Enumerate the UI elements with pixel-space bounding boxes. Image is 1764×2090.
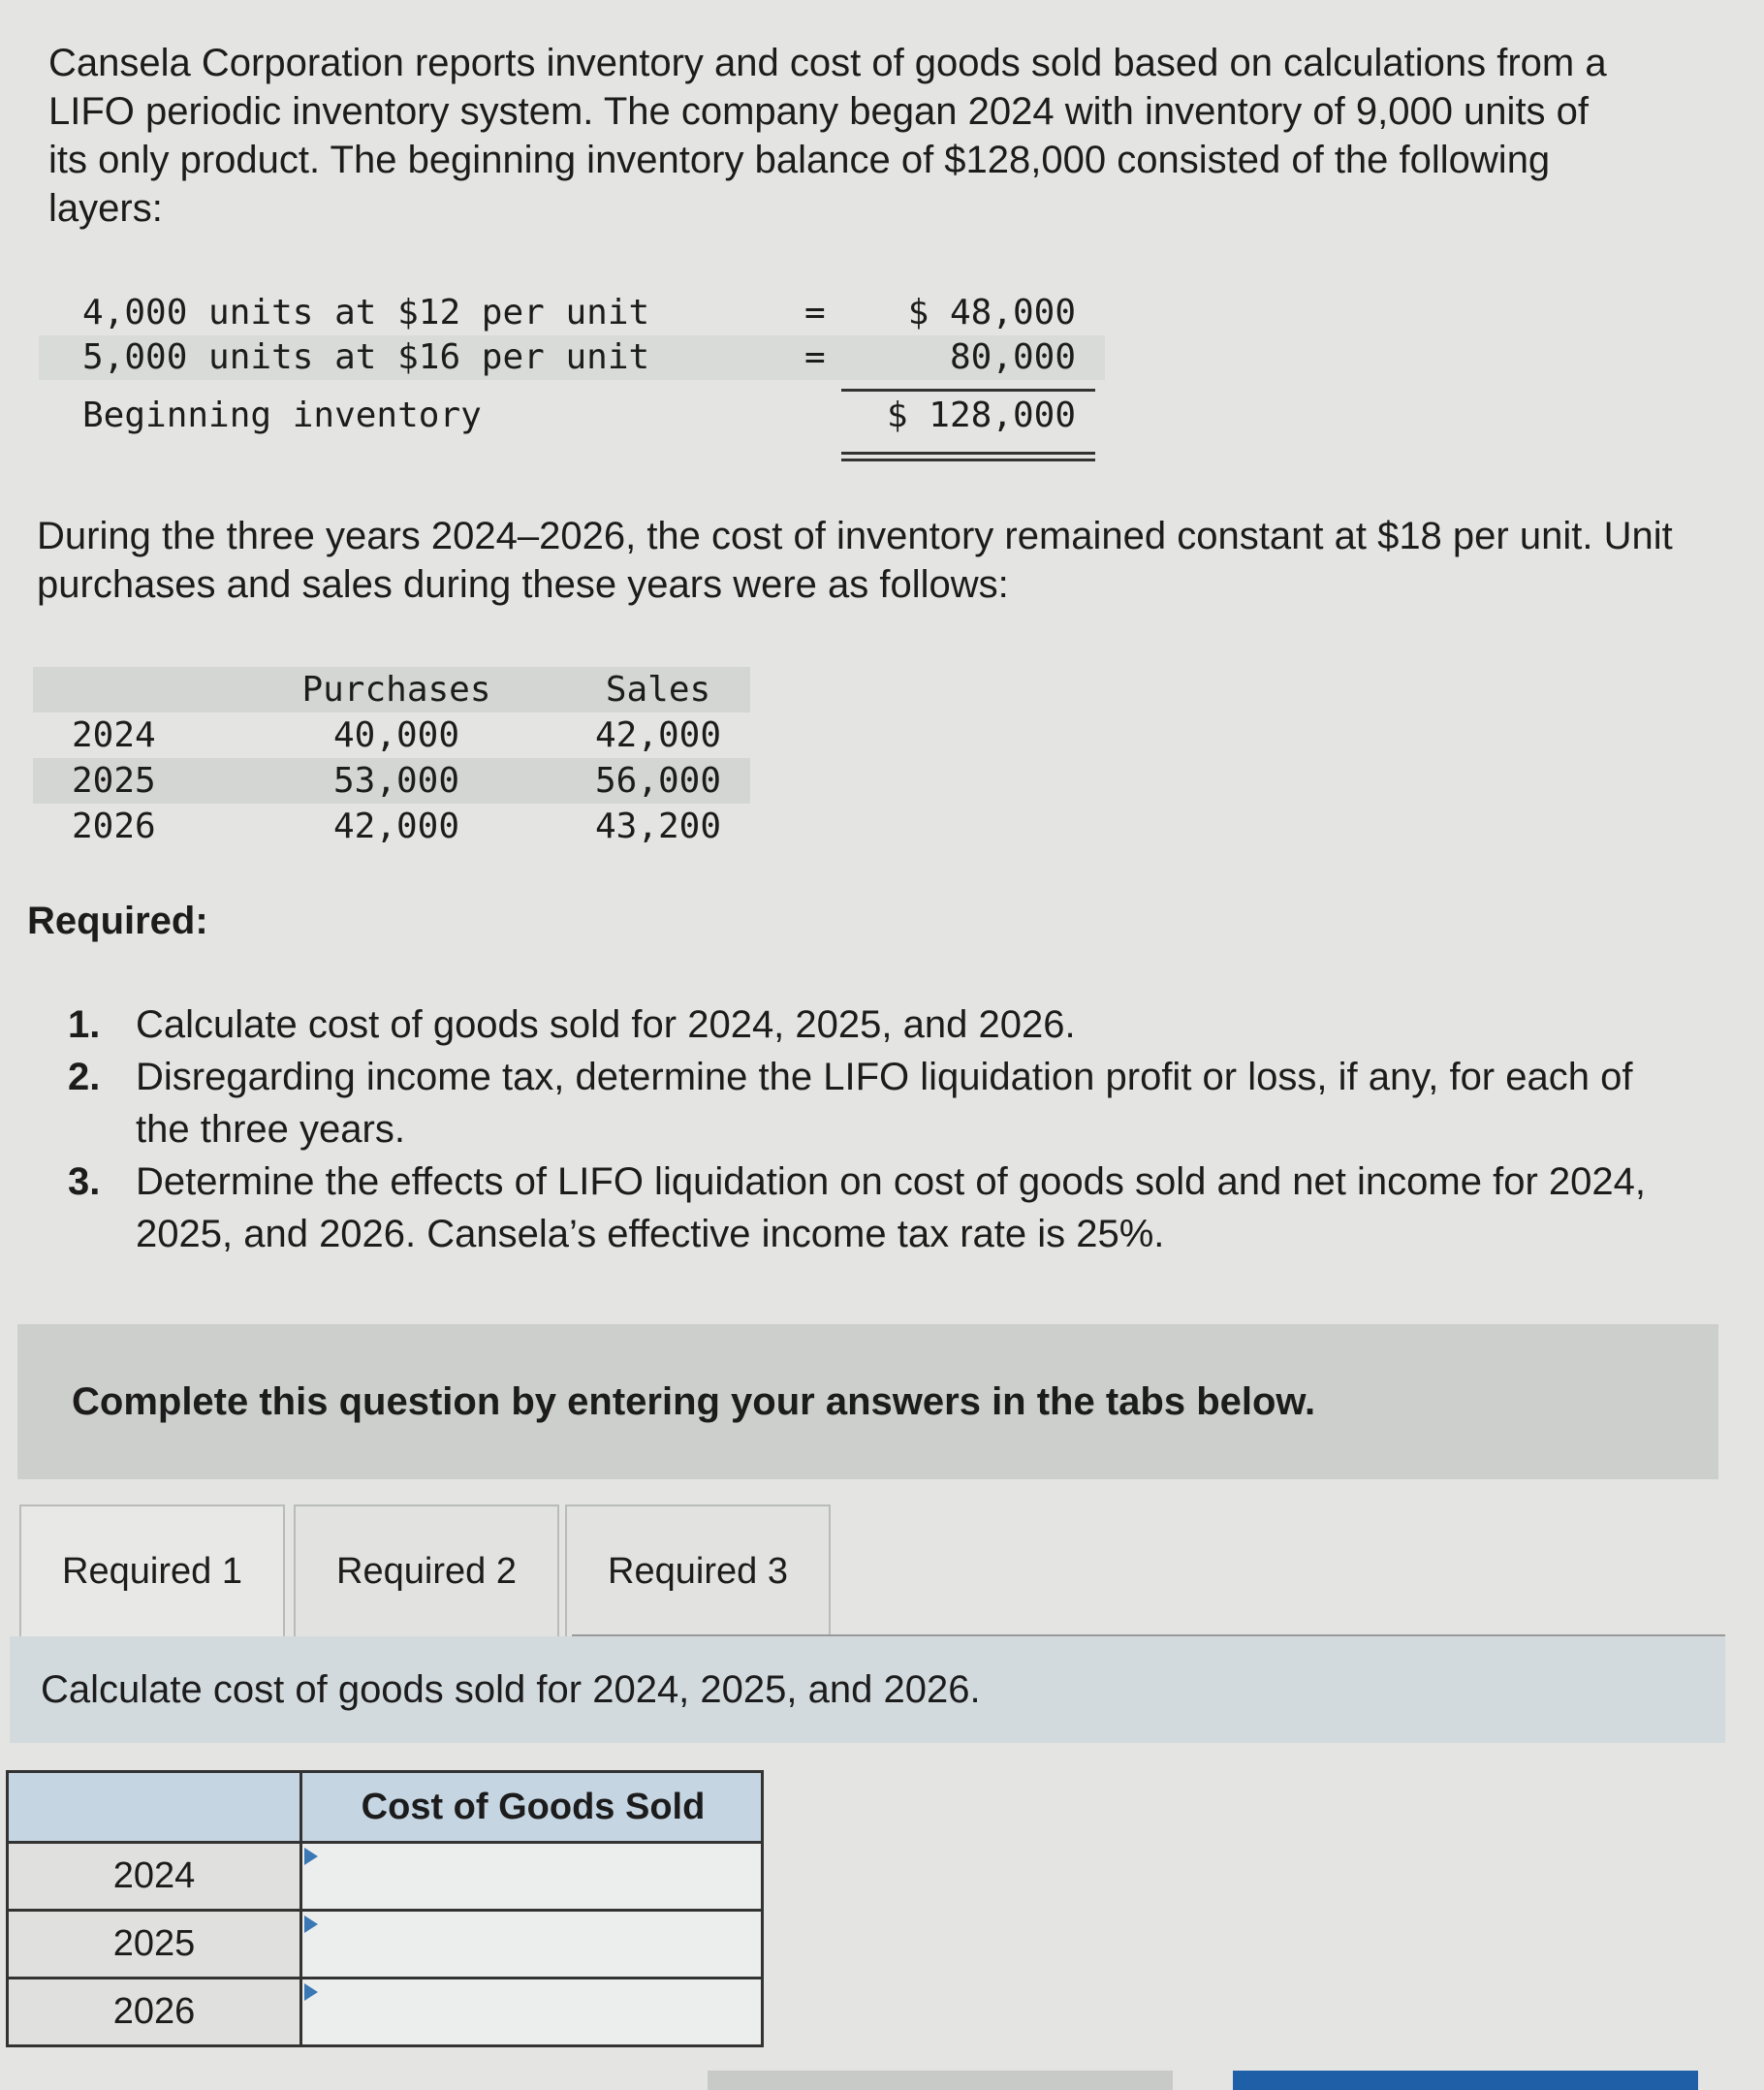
beginning-inventory-label: Beginning inventory xyxy=(82,396,482,435)
beginning-inventory-row xyxy=(39,394,1105,438)
problem-intro: Cansela Corporation reports inventory and cost of goods sold based on calculations from a LIFO periodic inventory system. The company began 2024 with inventory of 9,000 units of its only product. The beginning inventory balance of $128,000 consisted of the following layers: xyxy=(48,42,1607,230)
tab-required-2[interactable]: Required 2 xyxy=(294,1504,559,1636)
purchases-cell: 42,000 xyxy=(332,807,460,846)
purchases-sales-table xyxy=(33,667,750,849)
tab-required-3[interactable]: Required 3 xyxy=(565,1504,831,1636)
answer-year-label: 2025 xyxy=(9,1912,299,1977)
subtotal-rule xyxy=(841,389,1095,392)
layer-label: 5,000 units at $16 per unit xyxy=(82,337,650,377)
year-cell: 2026 xyxy=(72,807,156,846)
layer-amount: 80,000 xyxy=(949,337,1076,377)
next-button[interactable] xyxy=(1233,2071,1698,2090)
purchases-cell: 40,000 xyxy=(332,715,460,755)
cogs-2025-input[interactable] xyxy=(302,1912,761,1977)
equals-sign: = xyxy=(804,293,826,332)
required-tabs xyxy=(19,1504,1725,1636)
equals-sign: = xyxy=(804,337,826,377)
answer-row xyxy=(6,1979,764,2047)
required-heading: Required: xyxy=(27,900,208,942)
tab-instruction: Calculate cost of goods sold for 2024, 2025, and 2026. xyxy=(10,1636,1725,1743)
problem-paragraph-2: During the three years 2024–2026, the cost of inventory remained constant at $18 per unit. Unit purchases and sales during these years were as follows: xyxy=(37,515,1673,606)
previous-button[interactable] xyxy=(708,2071,1173,2090)
header-sales: Sales xyxy=(605,670,711,710)
year-cell: 2024 xyxy=(72,715,156,755)
table-row xyxy=(33,804,750,849)
requirement-item xyxy=(68,1156,1677,1260)
requirement-text: Disregarding income tax, determine the LIFO liquidation profit or loss, if any, for each of the three years. xyxy=(136,1056,1633,1151)
cogs-column-header: Cost of Goods Sold xyxy=(299,1773,764,1841)
requirement-item xyxy=(68,998,1677,1051)
purchases-cell: 53,000 xyxy=(332,761,460,801)
answer-row xyxy=(6,1844,764,1912)
answer-table-header xyxy=(6,1770,764,1844)
requirement-number: 1. xyxy=(68,1003,101,1046)
instructions-banner: Complete this question by entering your answers in the tabs below. xyxy=(17,1324,1718,1479)
cogs-2026-input[interactable] xyxy=(302,1979,761,2044)
inventory-layers-table xyxy=(39,291,1105,438)
requirement-number: 3. xyxy=(68,1160,101,1203)
cogs-input-cell xyxy=(299,1844,761,1909)
table-row xyxy=(33,758,750,804)
table-header-row xyxy=(33,667,750,712)
table-row xyxy=(33,712,750,758)
requirement-item xyxy=(68,1051,1677,1156)
cogs-answer-table xyxy=(6,1770,764,2047)
beginning-inventory-amount: $ 128,000 xyxy=(886,396,1076,435)
answer-year-label: 2026 xyxy=(9,1979,299,2044)
cogs-2024-input[interactable] xyxy=(302,1844,761,1909)
total-double-rule xyxy=(841,452,1095,461)
cogs-input-cell xyxy=(299,1979,761,2044)
tab-required-1[interactable]: Required 1 xyxy=(19,1504,285,1636)
layer-label: 4,000 units at $12 per unit xyxy=(82,293,650,332)
input-flag-icon xyxy=(304,1848,318,1865)
layer-row xyxy=(39,291,1105,335)
requirement-number: 2. xyxy=(68,1056,101,1098)
year-cell: 2025 xyxy=(72,761,156,801)
sales-cell: 42,000 xyxy=(594,715,722,755)
cogs-input-cell xyxy=(299,1912,761,1977)
sales-cell: 43,200 xyxy=(594,807,722,846)
answer-row xyxy=(6,1912,764,1979)
header-purchases: Purchases xyxy=(301,670,491,710)
answer-year-label: 2024 xyxy=(9,1844,299,1909)
input-flag-icon xyxy=(304,1983,318,2001)
layer-row xyxy=(39,335,1105,380)
layer-amount: $ 48,000 xyxy=(907,293,1076,332)
input-flag-icon xyxy=(304,1916,318,1933)
requirements-list xyxy=(68,998,1677,1260)
requirement-text: Calculate cost of goods sold for 2024, 2025, and 2026. xyxy=(136,1003,1076,1046)
requirement-text: Determine the effects of LIFO liquidation on cost of goods sold and net income for 2024, 2025, and 2026. Cansela’s effective income tax rate is 25%. xyxy=(136,1160,1646,1255)
sales-cell: 56,000 xyxy=(594,761,722,801)
